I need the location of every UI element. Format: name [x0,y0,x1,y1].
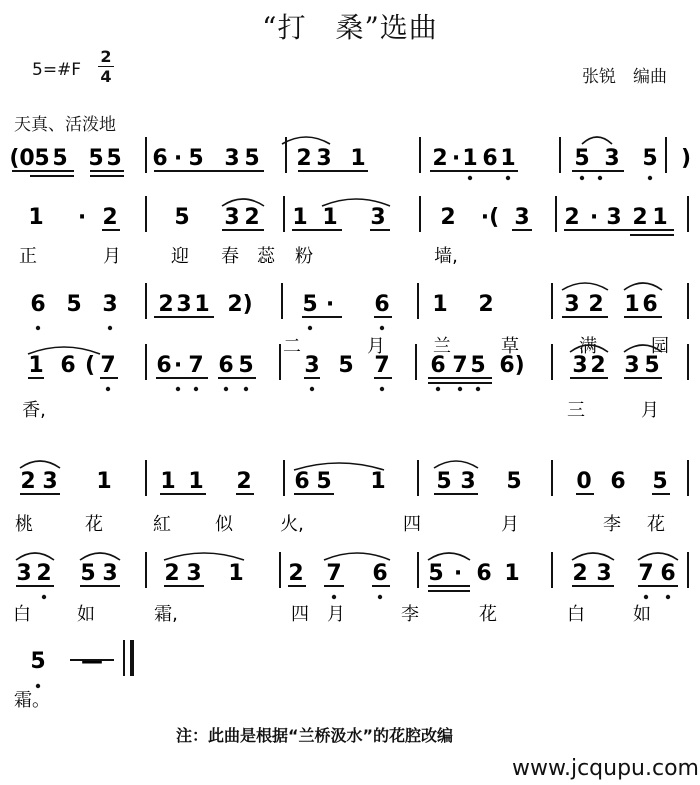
time-signature-bottom: 4 [100,67,112,86]
note-6-18: 6 [660,561,676,586]
lyric-5-2: 花 [85,514,103,535]
lyric-3-5: 满 [579,336,597,357]
octave-dot-4-3 [194,387,198,391]
note-1-9: 3 [224,146,240,171]
note-5-4: 1 [160,469,176,494]
note-2-16: 2 [632,205,648,230]
note-1-20: 3 [604,146,620,171]
note-1-2: 5 [34,146,50,171]
lyric-2-5: 蕊 [257,246,275,267]
lyric-5-3: 紅 [153,514,171,535]
lyric-5-6: 四 [403,514,421,535]
lyric-6-9: 如 [633,604,651,625]
note-5-13: 0 [576,469,592,494]
note-1-13: 1 [350,146,366,171]
slur-6-2 [80,553,120,560]
lyric-3-6: 园 [651,336,669,357]
note-3-11: 1 [432,292,448,317]
slur-6-3 [164,553,244,560]
lyric-6-7: 花 [479,604,497,625]
note-4-5: 6 [156,353,172,378]
slur-5-1 [20,461,60,468]
note-3-4: 2 [158,292,174,317]
lyric-5-8: 李 [603,514,621,535]
lyric-2-7: 墙, [434,246,458,267]
octave-dot-4-6 [310,387,314,391]
octave-dot-1-2 [506,176,510,180]
note-4-2: 6 [60,353,76,378]
note-1-19: 5 [574,146,590,171]
octave-dot-4-8 [436,387,440,391]
note-2-4: 5 [174,205,190,230]
note-6-5: 2 [164,561,180,586]
note-1-14: 2 [432,146,448,171]
note-4-14: 7 [452,353,468,378]
note-4-4: 7 [100,353,116,378]
note-1-4: 5 [88,146,104,171]
note-2-2: · [77,205,87,230]
note-1-10: 5 [244,146,260,171]
note-5-12: 5 [506,469,522,494]
note-5-2: 3 [42,469,58,494]
octave-dot-3-4 [380,326,384,330]
note-3-16: 6 [642,292,658,317]
lyric-2-4: 春 [221,246,239,267]
octave-dot-6-2 [332,595,336,599]
note-7-2: — [81,649,103,674]
note-4-16: 6) [499,353,525,378]
note-3-7: 2) [227,292,253,317]
key-signature: 5=#F [32,60,82,80]
note-4-19: 3 [624,353,640,378]
lyric-4-2: 三 [567,400,585,421]
note-2-15: 3 [606,205,622,230]
slur-3-2 [624,283,662,290]
slur-6-6 [572,553,614,560]
lyric-3-4: 草 [501,336,519,357]
note-1-6: 6 [152,146,168,171]
lyric-5-9: 花 [647,514,665,535]
note-6-10: 6 [372,561,388,586]
lyric-5-4: 似 [215,514,233,535]
note-4-1: 1 [28,353,44,378]
octave-dot-4-4 [224,387,228,391]
note-6-13: 6 [476,561,492,586]
note-2-5: 3 [224,205,240,230]
note-6-11: 5 [428,561,444,586]
lyric-3-3: 兰 [433,336,451,357]
slur-6-4 [324,553,390,560]
note-4-9: 5 [238,353,254,378]
note-4-3: ( [84,353,96,378]
lyric-3-1: 二 [283,336,301,357]
note-6-4: 3 [102,561,118,586]
note-2-10: 2 [440,205,456,230]
octave-dot-4-7 [380,387,384,391]
note-6-7: 1 [228,561,244,586]
note-4-18: 2 [590,353,606,378]
tempo-marking: 天真、活泼地 [14,115,116,135]
note-3-14: 2 [588,292,604,317]
note-1-11: 2 [296,146,312,171]
lyric-5-5: 火, [280,514,304,535]
lyric-2-1: 正 [19,246,37,267]
lyric-2-3: 迎 [171,246,189,267]
note-2-17: 1 [652,205,668,230]
song-title: “打 桑”选曲 [262,11,438,44]
note-1-15: · [451,146,461,171]
octave-dot-6-3 [378,595,382,599]
octave-dot-4-9 [458,387,462,391]
note-4-6: · [173,353,183,378]
octave-dot-4-10 [476,387,480,391]
note-4-8: 6 [218,353,234,378]
note-6-9: 7 [326,561,342,586]
note-4-13: 6 [430,353,446,378]
note-1-7: · [173,146,183,171]
octave-dot-3-3 [308,326,312,330]
lyric-6-6: 李 [401,604,419,625]
footnote: 注：此曲是根据“兰桥汲水”的花腔改编 [176,726,454,745]
octave-dot-3-2 [108,326,112,330]
octave-dot-4-2 [176,387,180,391]
note-3-13: 3 [564,292,580,317]
time-signature-top: 2 [100,47,112,66]
lyric-4-1: 香, [22,400,46,421]
note-3-5: 3 [176,292,192,317]
watermark: www.jcqupu.com [512,756,699,781]
note-4-12: 7 [374,353,390,378]
lyric-7-1: 霜。 [14,690,50,711]
slur-6-1 [16,553,54,560]
lyric-4-3: 月 [641,400,659,421]
note-2-14: · [589,205,599,230]
note-5-10: 5 [436,469,452,494]
note-6-17: 7 [638,561,654,586]
note-5-8: 5 [316,469,332,494]
octave-dot-6-4 [644,595,648,599]
note-3-15: 1 [624,292,640,317]
note-2-11: ·( [480,205,500,230]
lyric-5-1: 桃 [15,514,33,535]
octave-dot-1-3 [580,176,584,180]
note-5-15: 5 [652,469,668,494]
note-6-14: 1 [504,561,520,586]
note-5-3: 1 [96,469,112,494]
octave-dot-1-1 [468,176,472,180]
note-1-17: 6 [482,146,498,171]
note-5-5: 1 [188,469,204,494]
octave-dot-4-1 [106,387,110,391]
note-2-1: 1 [28,205,44,230]
note-6-12: · [453,561,463,586]
note-2-6: 2 [244,205,260,230]
lyric-3-2: 月 [367,336,385,357]
note-5-1: 2 [20,469,36,494]
slur-6-5 [428,553,470,560]
note-1-8: 5 [188,146,204,171]
note-1-22: ) [680,146,692,171]
note-2-7: 1 [292,205,308,230]
octave-dot-1-4 [598,176,602,180]
note-3-3: 3 [102,292,118,317]
note-2-3: 2 [102,205,118,230]
note-2-9: 3 [370,205,386,230]
note-2-12: 3 [514,205,530,230]
note-6-6: 3 [186,561,202,586]
note-3-6: 1 [194,292,210,317]
note-7-1: 5 [30,649,46,674]
note-4-20: 5 [644,353,660,378]
octave-dot-6-5 [666,595,670,599]
note-6-15: 2 [572,561,588,586]
note-4-7: 7 [188,353,204,378]
note-6-3: 5 [80,561,96,586]
slur-5-3 [434,461,478,468]
note-6-2: 2 [36,561,52,586]
slur-1-1 [282,137,330,144]
lyric-6-5: 月 [327,604,345,625]
note-3-2: 5 [66,292,82,317]
octave-dot-7-1 [36,684,40,688]
note-5-6: 2 [236,469,252,494]
lyric-6-3: 霜, [154,604,178,625]
slur-1-2 [582,137,612,144]
note-5-11: 3 [460,469,476,494]
note-4-15: 5 [470,353,486,378]
lyric-5-7: 月 [501,514,519,535]
note-3-10: 6 [374,292,390,317]
note-3-8: 5 [302,292,318,317]
lyric-2-6: 粉 [295,246,313,267]
note-1-3: 5 [52,146,68,171]
lyric-6-2: 如 [77,604,95,625]
lyric-6-1: 白 [13,604,31,625]
note-1-1: (0 [9,146,35,171]
slur-6-7 [638,553,678,560]
note-1-12: 3 [316,146,332,171]
note-6-1: 3 [16,561,32,586]
note-5-7: 6 [294,469,310,494]
note-4-11: 5 [338,353,354,378]
octave-dot-3-1 [36,326,40,330]
note-3-1: 6 [30,292,46,317]
note-1-21: 5 [642,146,658,171]
note-5-14: 6 [610,469,626,494]
note-5-9: 1 [370,469,386,494]
octave-dot-6-1 [42,595,46,599]
octave-dot-1-5 [648,176,652,180]
note-2-8: 1 [322,205,338,230]
note-1-16: 1 [462,146,478,171]
note-6-16: 3 [596,561,612,586]
note-3-9: · [325,292,335,317]
lyric-6-8: 白 [567,604,585,625]
note-2-13: 2 [564,205,580,230]
note-3-12: 2 [478,292,494,317]
note-6-8: 2 [288,561,304,586]
note-4-17: 3 [572,353,588,378]
slur-3-1 [562,283,608,290]
note-1-5: 5 [106,146,122,171]
octave-dot-4-5 [244,387,248,391]
lyric-2-2: 月 [103,246,121,267]
composer-credit: 张锐 编曲 [582,67,667,87]
lyric-6-4: 四 [291,604,309,625]
note-1-18: 1 [500,146,516,171]
note-4-10: 3 [304,353,320,378]
